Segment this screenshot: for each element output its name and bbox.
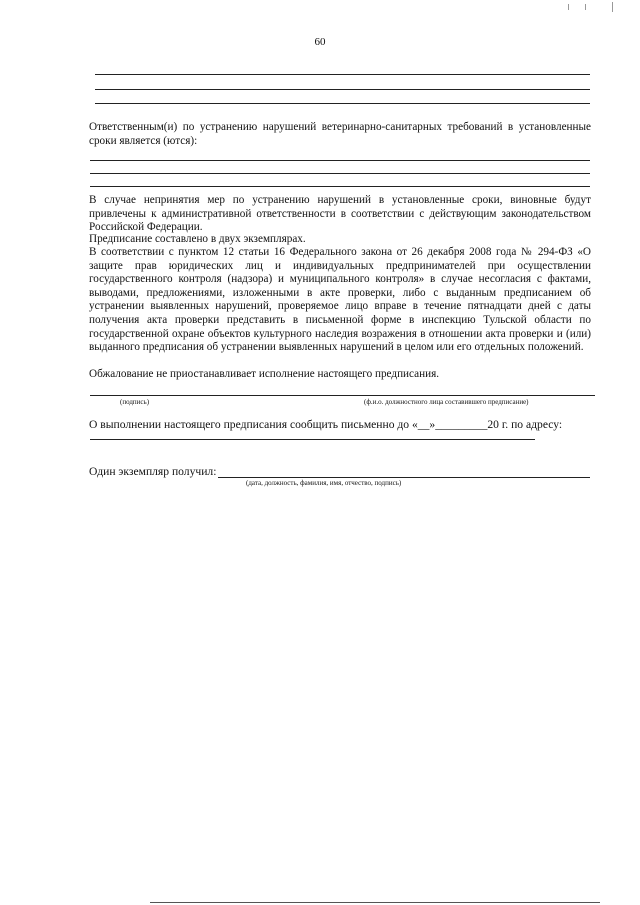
scan-mark [585, 4, 586, 10]
scan-mark [568, 4, 569, 10]
scan-mark [612, 2, 613, 12]
signature-caption: (подпись) [120, 398, 150, 406]
suspension-line: Обжалование не приостанавливает исполнение настоящего предписания. [89, 368, 440, 380]
page-number: 60 [314, 36, 326, 48]
received-line [218, 477, 590, 478]
report-deadline-line: О выполнении настоящего предписания сообщить письменно до «__»_________20 г. по адресу: [89, 418, 563, 431]
address-line [90, 439, 535, 440]
received-label: Один экземпляр получил: [89, 465, 217, 478]
blank-line [95, 74, 590, 75]
responsible-paragraph: Ответственным(и) по устранению нарушений ветеринарно-санитарных требований в установленные сроки является (ются): [89, 121, 591, 147]
blank-line [90, 186, 590, 187]
failure-paragraph: В случае непринятия мер по устранению нарушений в установленные сроки, виновные будут привлечены к административной ответственности в соответствии с действующим законодательством Российской Федерации. [89, 194, 591, 234]
blank-line [90, 173, 590, 174]
signature-line [90, 395, 595, 396]
scan-edge [150, 902, 600, 903]
appeal-paragraph: В соответствии с пунктом 12 статьи 16 Федерального закона от 26 декабря 2008 года № 294-ФЗ «О защите прав юридических лиц и индивидуальных предпринимателей при осуществлении государственного контроля (надзора) и муниципального контроля» в случае несогласия с фактами, выводами, предложениями, изложенными в акте проверки, либо с выданным предписанием об устранении выявленных нарушений, проверяемое лицо вправе в течение пятнадцати дней с даты получения акта проверки представить в письменной форме в инспекцию Тульской области по государственной охране объектов культурного наследия возражения в отношении акта проверки и (или) выданного предписания об устранении выявленных нарушений в целом или его отдельных положений. [89, 246, 591, 354]
official-caption: (ф.и.о. должностного лица составившего предписание) [364, 398, 529, 406]
blank-line [90, 160, 590, 161]
copies-line: Предписание составлено в двух экземплярах. [89, 233, 306, 245]
blank-line [95, 103, 590, 104]
blank-line [95, 89, 590, 90]
received-caption: (дата, должность, фамилия, имя, отчество, подпись) [246, 479, 402, 487]
